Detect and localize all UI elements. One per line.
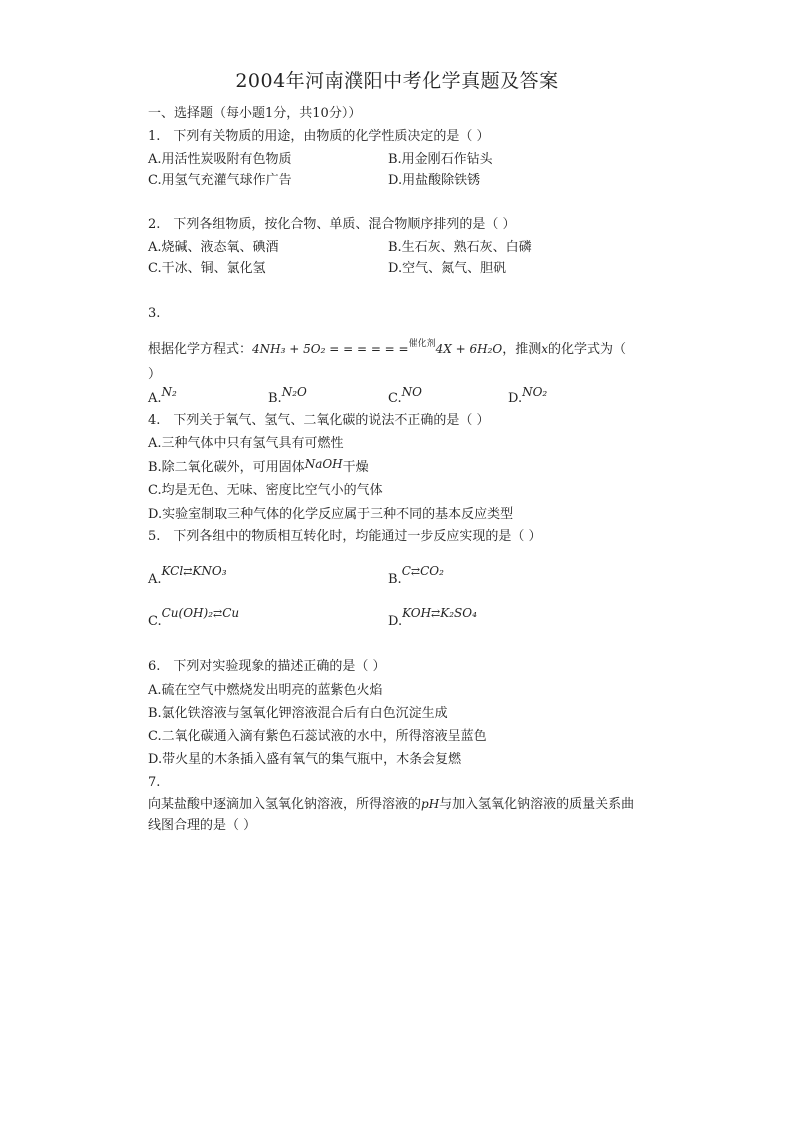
q3-post2: 的化学式为（ [548, 342, 627, 357]
page-title: 2004年河南濮阳中考化学真题及答案 [235, 70, 559, 92]
q3-option-b-label: B. [268, 391, 282, 406]
q3-catalyst: 催化剂 [408, 339, 436, 349]
section-heading: 一、选择题（每小题1分，共10分）） [148, 106, 362, 121]
q3-close: ） [148, 367, 162, 382]
q5-option-a-arrow: ⇄ [183, 565, 193, 578]
q3-option-d [508, 385, 548, 407]
q5-option-d-right: K₂SO₄ [440, 606, 477, 620]
q7-post: 与加入氢氧化钠溶液的质量关系曲 [439, 797, 635, 812]
q3-option-a-label: A. [148, 391, 162, 406]
q5-option-a-label: A. [148, 572, 162, 587]
q7-pre: 向某盐酸中逐滴加入氢氧化钠溶液，所得溶液的 [148, 797, 422, 812]
q5-option-a-right: KNO₃ [192, 564, 227, 578]
q1-option-c: C.用氢气充灌气球作广告 [148, 173, 292, 188]
q4-option-b-formula: NaOH [304, 457, 343, 471]
q7-ph: pH [421, 797, 440, 811]
q3-option-a [148, 385, 177, 407]
q3-option-a-formula: N₂ [161, 385, 177, 399]
q5-option-d-label: D. [388, 614, 403, 629]
q4-option-d: D.实验室制取三种气体的化学反应属于三种不同的基本反应类型 [148, 507, 514, 522]
q3-option-c-formula: NO [401, 385, 422, 399]
q3-stem [148, 341, 626, 359]
q5-option-b-arrow: ⇄ [410, 565, 421, 578]
q3-eq-right: 4X + 6H₂O [435, 342, 503, 356]
q3-option-c [388, 385, 422, 407]
q5-option-c-left: Cu(OH)₂ [161, 606, 214, 620]
q5-option-c-right: Cu [222, 606, 240, 620]
q3-option-b [268, 385, 307, 407]
q3-option-d-formula: NO₂ [522, 385, 548, 399]
q4-option-b-pre: B.除二氧化碳外，可用固体 [148, 460, 305, 475]
q5-option-d [388, 606, 477, 630]
q2-option-b: B.生石灰、熟石灰、白磷 [388, 240, 532, 255]
q3-number: 3. [148, 306, 161, 321]
q5-stem: 5. 下列各组中的物质相互转化时，均能通过一步反应实现的是（ ） [148, 529, 542, 544]
q4-option-b-post: 干燥 [342, 460, 369, 475]
q5-option-a [148, 564, 227, 588]
q5-option-c [148, 606, 240, 630]
q2-option-a: A.烧碱、液态氧、碘酒 [148, 240, 279, 255]
q2-option-c: C.干冰、铜、氯化氢 [148, 261, 266, 276]
q1-option-d: D.用盐酸除铁锈 [388, 173, 481, 188]
q7-stem-line1 [148, 796, 634, 813]
q3-option-b-formula: N₂O [281, 385, 307, 399]
q6-stem: 6. 下列对实验现象的描述正确的是（ ） [148, 659, 386, 674]
q4-option-c: C.均是无色、无味、密度比空气小的气体 [148, 483, 383, 498]
q5-option-d-arrow: ⇄ [431, 607, 441, 620]
q5-option-a-left: KCl [161, 564, 184, 578]
q7-stem-line2: 线图合理的是（ ） [148, 818, 257, 833]
q1-stem: 1. 下列有关物质的用途，由物质的化学性质决定的是（ ） [148, 129, 490, 144]
q6-option-a: A.硫在空气中燃烧发出明亮的蓝紫色火焰 [148, 683, 383, 698]
q3-eq-left: 4NH₃ + 5O₂ = = = = = = [252, 342, 409, 356]
q5-option-b-right: CO₂ [420, 564, 444, 578]
q3-option-c-label: C. [388, 391, 402, 406]
q5-option-b [388, 564, 444, 588]
q6-option-b: B.氯化铁溶液与氢氧化钾溶液混合后有白色沉淀生成 [148, 706, 448, 721]
q5-option-d-left: KOH [402, 606, 432, 620]
q4-stem: 4. 下列关于氧气、氢气、二氧化碳的说法不正确的是（ ） [148, 413, 490, 428]
q1-option-b: B.用金刚石作钻头 [388, 152, 493, 167]
q4-option-b [148, 459, 369, 476]
q5-option-c-arrow: ⇄ [213, 607, 223, 620]
q6-option-d: D.带火星的木条插入盛有氧气的集气瓶中，木条会复燃 [148, 752, 462, 767]
q4-option-a: A.三种气体中只有氢气具有可燃性 [148, 436, 344, 451]
q5-option-b-label: B. [388, 572, 402, 587]
q3-post1: ，推测 [502, 342, 542, 357]
q1-option-a: A.用活性炭吸附有色物质 [148, 152, 292, 167]
q5-option-b-left: C [401, 564, 411, 578]
q7-number: 7. [148, 775, 161, 790]
q3-pre: 根据化学方程式： [148, 342, 253, 357]
q3-x: x [541, 342, 549, 356]
q6-option-c: C.二氧化碳通入滴有紫色石蕊试液的水中，所得溶液呈蓝色 [148, 729, 487, 744]
q2-stem: 2. 下列各组物质，按化合物、单质、混合物顺序排列的是（ ） [148, 217, 516, 232]
q2-option-d: D.空气、氮气、胆矾 [388, 261, 507, 276]
q5-option-c-label: C. [148, 614, 162, 629]
q3-option-d-label: D. [508, 391, 523, 406]
